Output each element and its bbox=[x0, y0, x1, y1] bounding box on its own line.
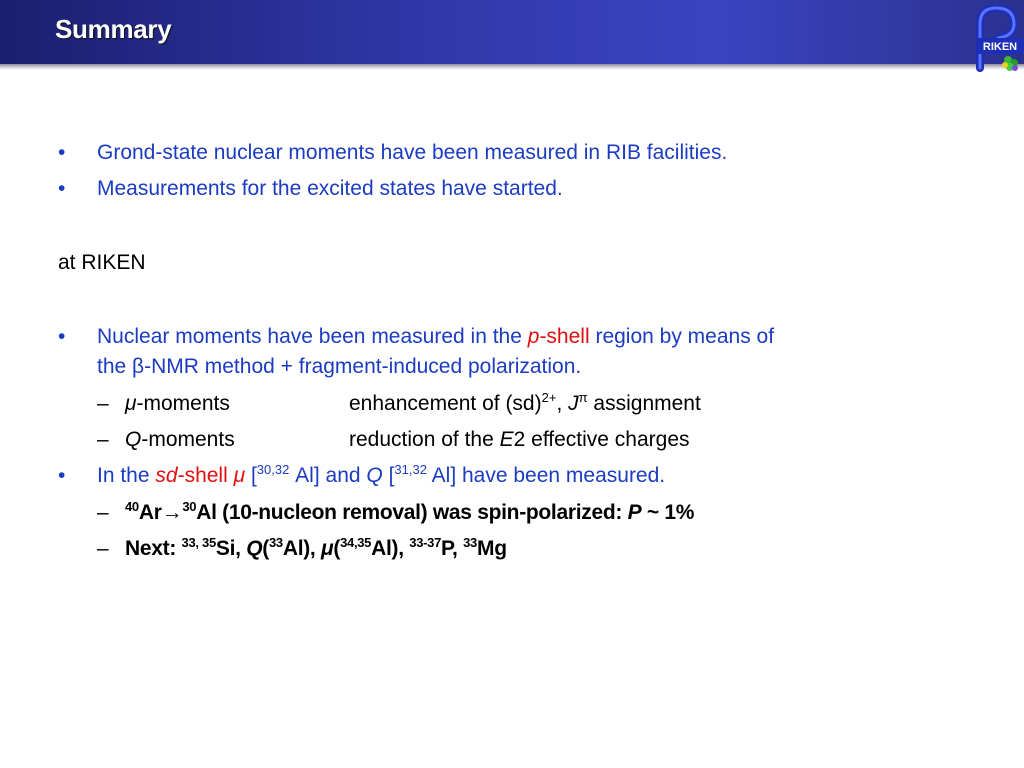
header-shadow bbox=[0, 64, 1024, 70]
sub-item-desc: enhancement of (sd)$^{2+}$, $J^\pi$ assignment bbox=[349, 390, 701, 415]
sub-item-next bbox=[58, 534, 958, 564]
bullet-marker: • bbox=[58, 325, 66, 348]
bullet-text: In the sd-shell μ [$^{30,32}$ Al] and Q [$^{31,32}$ Al] have been measured. bbox=[97, 462, 666, 487]
sub-item-text: Next: $^{33, 35}$Si, Q($^{33}$Al), μ($^{34,35}$Al), $^{33-37}$P, $^{33}$Mg bbox=[125, 535, 507, 560]
slide-content bbox=[58, 138, 958, 564]
bullet-text: Measurements for the excited states have started. bbox=[97, 177, 563, 200]
bullet-item-sdshell bbox=[58, 461, 958, 491]
sub-item-q-moments bbox=[58, 425, 958, 455]
riken-logo-text: RIKEN bbox=[982, 41, 1018, 53]
header-bar bbox=[0, 0, 1024, 64]
bullet-marker: • bbox=[58, 141, 66, 164]
riken-logo bbox=[968, 2, 1024, 74]
bullet-text: Grond-state nuclear moments have been measured in RIB facilities. bbox=[97, 141, 728, 164]
bullet-item-2 bbox=[58, 174, 958, 204]
riken-label bbox=[58, 248, 958, 278]
sub-item-desc: reduction of the E2 effective charges bbox=[349, 428, 690, 451]
dash-marker: – bbox=[97, 537, 109, 560]
slide-title: Summary bbox=[55, 14, 172, 44]
sub-item-label: Q-moments bbox=[125, 428, 235, 451]
dash-marker: – bbox=[97, 392, 109, 415]
bullet-item-pshell bbox=[58, 322, 958, 382]
sub-item-label: μ-moments bbox=[125, 392, 230, 415]
dash-marker: – bbox=[97, 501, 109, 524]
sub-item-ar-polarization bbox=[58, 498, 958, 528]
sub-item-mu-moments bbox=[58, 389, 958, 419]
bullet-marker: • bbox=[58, 464, 66, 487]
riken-label-text: at RIKEN bbox=[58, 251, 146, 274]
bullet-marker: • bbox=[58, 177, 66, 200]
bullet-text: Nuclear moments have been measured in the p-shell region by means of the β-NMR method + fragment-induced polarization. bbox=[97, 325, 775, 378]
dash-marker: – bbox=[97, 428, 109, 451]
bullet-item-1 bbox=[58, 138, 958, 168]
sub-item-text: $^{40}$Ar→$^{30}$Al (10-nucleon removal) was spin-polarized: P ~ 1% bbox=[125, 499, 695, 524]
